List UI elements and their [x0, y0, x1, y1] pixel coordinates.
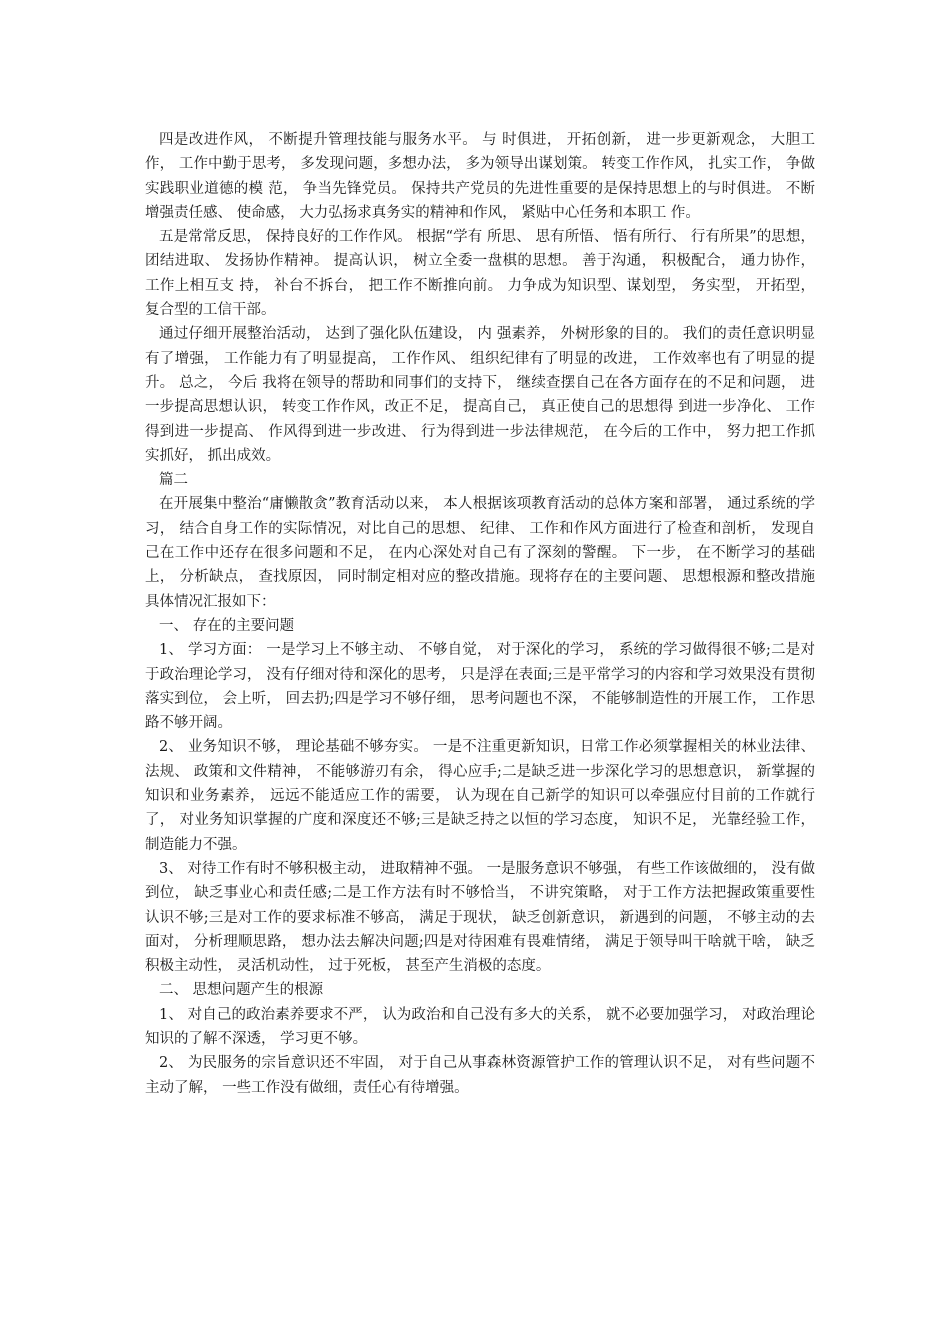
section-heading: 一、 存在的主要问题	[159, 617, 295, 634]
paragraph: 2、 业务知识不够， 理论基础不够夯实。 一是不注重更新知识，日常工作必须掌握相关的林业法律、 法规、 政策和文件精神， 不能够游刃有余， 得心应手;二是缺乏进一步深化学习的思想意识， 新掌握的知识和业务素养， 远远不能适应工作的需要， 认为现在自己新学的知识可以牵强应付目前的工作就行了， 对业务知识掌握的广度和深度还不够;三是缺乏持之以恒的学习态度， 知识不足， 光靠经验工作，制造能力不强。	[145, 739, 815, 853]
section-heading: 篇二	[159, 472, 188, 489]
document-page	[145, 128, 815, 1100]
paragraph: 通过仔细开展整治活动， 达到了强化队伍建设， 内 强素养， 外树形象的目的。 我们的责任意识明显有了增强， 工作能力有了明显提高， 工作作风、 组织纪律有了明显的改进， 工作效率也有了明显的提升。 总之， 今后 我将在领导的帮助和同事们的支持下， 继续查摆自己在各方面存在的不足和问题， 进一步提高思想认识， 转变工作作风，改正不足， 提高自己， 真正使自己的思想得 到进一步净化、 工作得到进一步提高、 作风得到进一步改进、 行为得到进一步法律规范， 在今后的工作中， 努力把工作抓实抓好， 抓出成效。	[145, 326, 815, 464]
paragraph: 五是常常反思， 保持良好的工作作风。 根据“学有 所思、 思有所悟、 悟有所行、 行有所果”的思想， 团结进取、 发扬协作精神。 提高认识， 树立全委一盘棋的思想。 善于沟通， 积极配合， 通力协作， 工作上相互支 持， 补台不拆台， 把工作不断推向前。 力争成为知识型、谋划型， 务实型， 开拓型， 复合型的工信干部。	[145, 229, 815, 319]
paragraph: 2、 为民服务的宗旨意识还不牢固， 对于自己从事森林资源管护工作的管理认识不足， 对有些问题不主动了解， 一些工作没有做细，责任心有待增强。	[145, 1055, 815, 1096]
paragraph: 1、 学习方面： 一是学习上不够主动、 不够自觉， 对于深化的学习， 系统的学习做得很不够;二是对于政治理论学习， 没有仔细对待和深化的思考， 只是浮在表面;三是平常学习的内容和学习效果没有贯彻落实到位， 会上听， 回去扔;四是学习不够仔细， 思考问题也不深， 不能够制造性的开展工作， 工作思路不够开阔。	[145, 642, 815, 732]
section-heading: 二、 思想问题产生的根源	[159, 982, 324, 999]
paragraph: 3、 对待工作有时不够积极主动， 进取精神不强。 一是服务意识不够强， 有些工作该做细的， 没有做到位， 缺乏事业心和责任感;二是工作方法有时不够恰当， 不讲究策略， 对于工作方法把握政策重要性认识不够;三是对工作的要求标准不够高， 满足于现状， 缺乏创新意识， 新遇到的问题， 不够主动的去面对， 分析理顺思路， 想办法去解决问题;四是对待困难有畏难情绪， 满足于领导叫干啥就干啥， 缺乏积极主动性， 灵活机动性， 过于死板， 甚至产生消极的态度。	[145, 860, 815, 975]
paragraph: 在开展集中整治“庸懒散贪”教育活动以来， 本人根据该项教育活动的总体方案和部署， 通过系统的学习， 结合自身工作的实际情况，对比自己的思想、 纪律、 工作和作风方面进行了检查和剖析， 发现自己在工作中还存在很多问题和不足， 在内心深处对自己有了深刻的警醒。 下一步， 在不断学习的基础上， 分析缺点， 查找原因， 同时制定相对应的整改措施。现将存在的主要问题、 思想根源和整改措施具体情况汇报如下：	[145, 496, 815, 610]
paragraph: 1、 对自己的政治素养要求不严， 认为政治和自己没有多大的关系， 就不必要加强学习， 对政治理论知识的了解不深透， 学习更不够。	[145, 1006, 815, 1047]
paragraph: 四是改进作风， 不断提升管理技能与服务水平。 与 时俱进， 开拓创新， 进一步更新观念， 大胆工作， 工作中勤于思考， 多发现问题，多想办法， 多为领导出谋划策。 转变工作作风， 扎实工作， 争做实践职业道德的模 范， 争当先锋党员。 保持共产党员的先进性重要的是保持思想上的与时俱进。 不断增强责任感、 使命感， 大力弘扬求真务实的精神和作风， 紧贴中心任务和本职工 作。	[145, 132, 815, 221]
